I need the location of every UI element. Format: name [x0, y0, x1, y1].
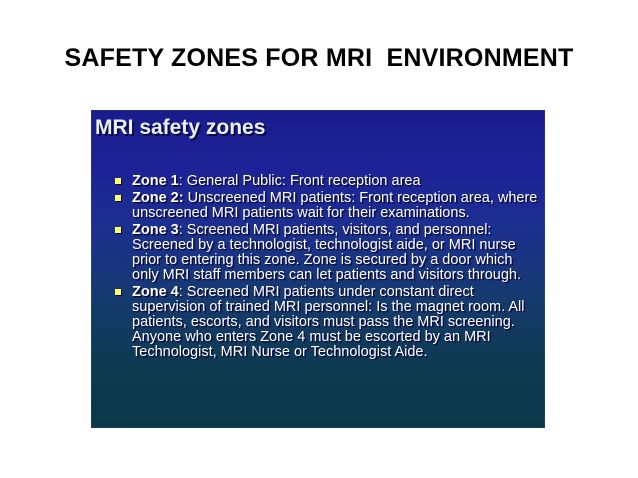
panel-heading: MRI safety zones [95, 116, 266, 139]
zone-description: Unscreened MRI patients: Front reception area, where unscreened MRI patients wait for their examinations. [132, 190, 538, 221]
zone-name: Zone 4 [132, 284, 179, 300]
zone-item-3 [113, 223, 539, 283]
zone-name: Zone 1 [132, 173, 179, 189]
zone-list [113, 174, 539, 362]
mri-zones-panel [91, 110, 545, 428]
zone-description: : General Public: Front reception area [178, 173, 421, 189]
zone-item-4 [113, 285, 539, 360]
bullet-icon [115, 227, 121, 233]
zone-description: : Screened MRI patients under constant direct supervision of trained MRI personnel: Is the magnet room. All patients, escorts, and visitors must pass the MRI screening. Anyone who enters Zone 4 must be escorted by an MRI Technologist, MRI Nurse or Technologist Aide. [132, 284, 525, 360]
bullet-icon [115, 195, 121, 201]
bullet-icon [115, 178, 121, 184]
zone-item-2 [113, 191, 539, 221]
zone-name: Zone 2: [132, 190, 184, 206]
zone-item-1 [113, 174, 539, 189]
bullet-icon [115, 289, 121, 295]
zone-description: : Screened MRI patients, visitors, and personnel: Screened by a technologist, technologist aide, or MRI nurse prior to entering this zone. Zone is secured by a door which only MRI staff members can let patients and visitors through. [132, 222, 521, 283]
slide-title: SAFETY ZONES FOR MRI ENVIRONMENT [64, 44, 574, 72]
zone-name: Zone 3 [132, 222, 179, 238]
